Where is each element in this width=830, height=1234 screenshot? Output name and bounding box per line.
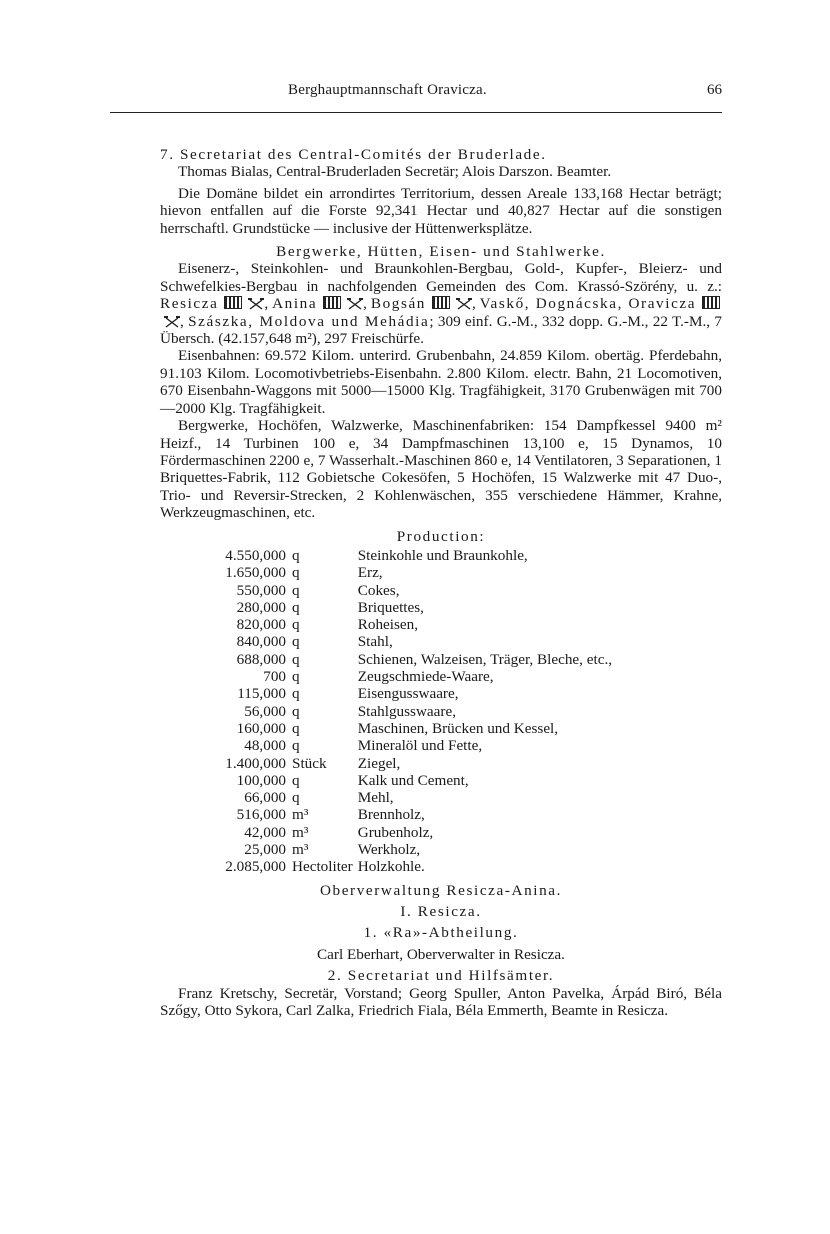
production-row bbox=[200, 858, 612, 875]
production-unit: q bbox=[292, 598, 300, 616]
production-amount: 25,000 bbox=[244, 840, 286, 858]
production-unit: q bbox=[292, 633, 300, 651]
production-unit: q bbox=[292, 546, 300, 564]
production-item: Zeugschmiede-Waare, bbox=[357, 668, 494, 686]
header-rule bbox=[110, 112, 722, 113]
production-row bbox=[200, 564, 612, 581]
running-header bbox=[160, 82, 722, 102]
production-unit: Hectoliter bbox=[292, 858, 353, 876]
mining-text-1: Eisenerz-, Steinkohlen- und Braunkohlen-Bergbau, Gold-, Kupfer-, Bleierz- und Schwefelkies-Bergbau in nachfolgenden Gemeinden des Com. Krassó-Szörény, u. z.: bbox=[160, 260, 722, 295]
crossed-hammers-icon bbox=[347, 298, 363, 310]
place-resicza: Resicza bbox=[160, 295, 219, 313]
production-amount: 700 bbox=[263, 668, 286, 686]
production-unit: q bbox=[292, 668, 300, 686]
production-unit: m³ bbox=[292, 823, 309, 841]
production-row bbox=[200, 841, 612, 858]
production-unit: q bbox=[292, 702, 300, 720]
production-unit: q bbox=[292, 789, 300, 807]
production-item: Holzkohle. bbox=[357, 858, 425, 876]
production-item: Steinkohle und Braunkohle, bbox=[357, 546, 528, 564]
mining-paragraph: Eisenerz-, Steinkohlen- und Braunkohlen-Bergbau, Gold-, Kupfer-, Bleierz- und Schwefelkies-Bergbau in nachfolgenden Gemeinden des Com. Krassó-Szörény, u. z.: Resicza , Anina , Bogsán , Vaskő, Dognácska, Oravicza , Szászka, Moldova und Mehádia; 309 einf. G.-M., 332 dopp. G.-M., 22 T.-M., 7 Übersch. (42.157,648 m²), 297 Freischürfe. bbox=[160, 260, 722, 348]
production-row bbox=[200, 616, 612, 633]
production-item: Ziegel, bbox=[357, 754, 401, 772]
production-row bbox=[200, 547, 612, 564]
production-item: Mineralöl und Fette, bbox=[357, 737, 483, 755]
section7-staff: Thomas Bialas, Central-Bruderladen Secretär; Alois Darszon. Beamter. bbox=[178, 163, 612, 181]
production-row bbox=[200, 703, 612, 720]
content bbox=[160, 146, 722, 1019]
production-row bbox=[200, 668, 612, 685]
production-item: Briquettes, bbox=[357, 598, 424, 616]
production-amount: 48,000 bbox=[244, 737, 286, 755]
section1-heading: 1. «Ra»-Abtheilung. bbox=[363, 924, 519, 942]
production-row bbox=[200, 737, 612, 754]
production-unit: q bbox=[292, 564, 300, 582]
production-item: Mehl, bbox=[357, 789, 394, 807]
section7-heading: 7. Secretariat des Central-Comités der Bruderlade. bbox=[160, 146, 547, 163]
production-amount: 280,000 bbox=[236, 598, 286, 616]
place-szaszka: Szászka, Moldova und Mehádia bbox=[188, 312, 430, 330]
production-item: Grubenholz, bbox=[357, 823, 434, 841]
place-vasko: Vaskő, Dognácska, Oravicza bbox=[479, 295, 697, 313]
production-item: Werkholz, bbox=[357, 840, 421, 858]
section2-text: Franz Kretschy, Secretär, Vorstand; Georg Spuller, Anton Pavelka, Árpád Biró, Béla Szőgy, Otto Sykora, Carl Zalka, Friedrich Fiala, Béla Emmerth, Beamte in Resicza. bbox=[160, 984, 722, 1020]
production-amount: 2.085,000 bbox=[225, 858, 286, 876]
section2-heading: 2. Secretariat und Hilfsämter. bbox=[327, 967, 555, 985]
production-amount: 1.400,000 bbox=[225, 754, 286, 772]
production-item: Brennholz, bbox=[357, 806, 425, 824]
production-row bbox=[200, 789, 612, 806]
production-amount: 160,000 bbox=[236, 719, 286, 737]
production-amount: 688,000 bbox=[236, 650, 286, 668]
production-item: Erz, bbox=[357, 564, 383, 582]
production-amount: 840,000 bbox=[236, 633, 286, 651]
oberverwaltung-heading: Oberverwaltung Resicza-Anina. bbox=[319, 881, 563, 899]
production-unit: q bbox=[292, 737, 300, 755]
production-amount: 56,000 bbox=[244, 702, 286, 720]
production-row bbox=[200, 582, 612, 599]
production-row bbox=[200, 633, 612, 650]
production-item: Roheisen, bbox=[357, 616, 419, 634]
production-amount: 42,000 bbox=[244, 823, 286, 841]
production-row bbox=[200, 772, 612, 789]
place-bogsan: Bogsán bbox=[370, 295, 427, 313]
production-row bbox=[200, 824, 612, 841]
production-unit: m³ bbox=[292, 806, 309, 824]
production-unit: Stück bbox=[292, 754, 327, 772]
production-unit: q bbox=[292, 581, 300, 599]
production-item: Cokes, bbox=[357, 581, 400, 599]
production-item: Kalk und Cement, bbox=[357, 771, 469, 789]
works-heading: Bergwerke, Hütten, Eisen- und Stahlwerke. bbox=[276, 243, 606, 261]
production-row bbox=[200, 720, 612, 737]
production-amount: 516,000 bbox=[236, 806, 286, 824]
production-row bbox=[200, 685, 612, 702]
page-number: 66 bbox=[707, 82, 722, 98]
production-amount: 115,000 bbox=[237, 685, 286, 703]
mine-emblem-icon bbox=[323, 296, 341, 309]
production-heading: Production: bbox=[396, 527, 486, 545]
resicza-subheading: I. Resicza. bbox=[400, 902, 482, 920]
running-title: Berghauptmannschaft Oravicza. bbox=[288, 82, 487, 98]
crossed-hammers-icon bbox=[164, 316, 180, 328]
production-unit: q bbox=[292, 616, 300, 634]
production-amount: 66,000 bbox=[244, 789, 286, 807]
production-amount: 100,000 bbox=[236, 771, 286, 789]
production-unit: q bbox=[292, 771, 300, 789]
place-anina: Anina bbox=[272, 295, 318, 313]
production-unit: m³ bbox=[292, 840, 309, 858]
document-page bbox=[160, 82, 722, 102]
production-row bbox=[200, 599, 612, 616]
machinery-paragraph: Bergwerke, Hochöfen, Walzwerke, Maschinenfabriken: 154 Dampfkessel 9400 m² Heizf., 14 Turbinen 100 e, 34 Dampfmaschinen 13,100 e, 15 Dynamos, 10 Fördermaschinen 2200 e, 7 Wasserhalt.-Maschinen 860 e, 14 Ventilatoren, 3 Separationen, 1 Briquettes-Fabrik, 112 Gobietsche Cokesöfen, 5 Hochöfen, 15 Walzwerke mit 47 Duo-, Trio- und Reversir-Strecken, 2 Kohlenwäschen, 355 verschiedene Hämmer, Krahne, Werkzeugmaschinen, etc. bbox=[160, 417, 722, 522]
mine-emblem-icon bbox=[702, 296, 720, 309]
railways-paragraph: Eisenbahnen: 69.572 Kilom. unterird. Grubenbahn, 24.859 Kilom. obertäg. Pferdebahn, 91.103 Kilom. Locomotivbetriebs-Eisenbahn. 2.800 Kilom. electr. Bahn, 21 Locomotiven, 670 Eisenbahn-Waggons mit 5000—15000 Klg. Tragfähigkeit, 3170 Grubenwägen mit 700—2000 Klg. Tragfähigkeit. bbox=[160, 347, 722, 417]
production-item: Stahlgusswaare, bbox=[357, 702, 457, 720]
mine-emblem-icon bbox=[224, 296, 242, 309]
production-item: Stahl, bbox=[357, 633, 393, 651]
mining-text-2: ; 309 einf. G.-M., 332 dopp. G.-M., 22 T.-M., 7 Übersch. (42.157,648 m²), 297 Freischürfe. bbox=[160, 312, 722, 348]
production-amount: 4.550,000 bbox=[225, 546, 286, 564]
crossed-hammers-icon bbox=[248, 298, 264, 310]
production-row bbox=[200, 755, 612, 772]
production-amount: 820,000 bbox=[236, 616, 286, 634]
production-unit: q bbox=[292, 685, 300, 703]
section1-text: Carl Eberhart, Oberverwalter in Resicza. bbox=[317, 945, 565, 963]
production-amount: 1.650,000 bbox=[225, 564, 286, 582]
production-table bbox=[200, 547, 612, 876]
production-item: Eisengusswaare, bbox=[357, 685, 459, 703]
production-item: Maschinen, Brücken und Kessel, bbox=[357, 719, 559, 737]
mine-emblem-icon bbox=[432, 296, 450, 309]
crossed-hammers-icon bbox=[456, 298, 472, 310]
domain-paragraph: Die Domäne bildet ein arrondirtes Territorium, dessen Areale 133,168 Hectar beträgt; hievon entfallen auf die Forste 92,341 Hectar und 40,827 Hectar auf die sonstigen herrschaftl. Grundstücke — inclusive der Hüttenwerksplätze. bbox=[160, 184, 722, 237]
production-row bbox=[200, 806, 612, 823]
production-unit: q bbox=[292, 650, 300, 668]
production-row bbox=[200, 651, 612, 668]
production-item: Schienen, Walzeisen, Träger, Bleche, etc., bbox=[357, 650, 613, 668]
production-amount: 550,000 bbox=[236, 581, 286, 599]
production-unit: q bbox=[292, 719, 300, 737]
